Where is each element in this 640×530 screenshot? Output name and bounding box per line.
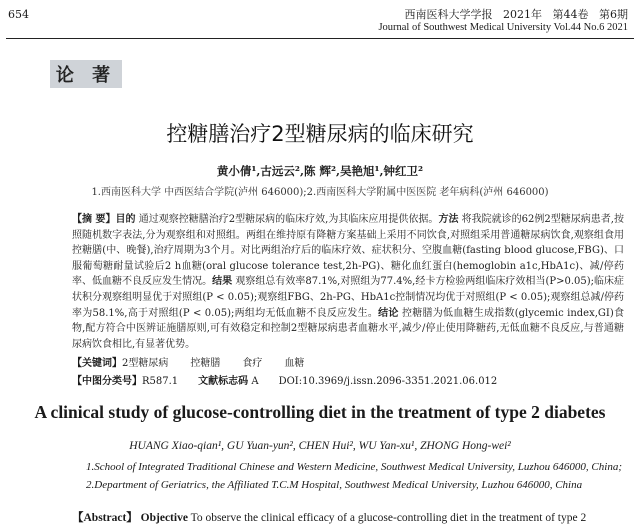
abstract-cn-results-label: 结果 xyxy=(212,276,233,288)
abstract-cn-methods: 将我院就诊的62例2型糖尿病患者,按照随机数字表法,分为观察组和对照组。两组在维持原有降糖方案基础上采用不同饮食,对照组采用普通糖尿病饮食,观察组食用控糖膳(中、晚餐),治疗周期为3个月。对比两组治疗后的临床疗效、症状积分、空腹血糖(fasting blood glucose,FBG)、口服葡萄糖耐量试验后2 h血糖(oral glucose tolerance test,2h-PG)、糖化血红蛋白(hemoglobin a1c,HbA1c)、减/停药率、低血糖不良反应发生情况。 xyxy=(72,214,624,288)
abstract-cn-conclusion: 控糖膳为低血糖生成指数(glycemic index,GI)食物,配方符合中医辨证施膳原则,可有效稳定和控制2型糖尿病患者血糖水平,减少/停止使用降糖药,无低血糖不良反应,与普通糖尿病饮食相比,有显著优势。 xyxy=(72,307,624,350)
title-en: A clinical study of glucose-controlling diet in the treatment of type 2 diabetes xyxy=(34,402,606,422)
journal-cn-line xyxy=(378,8,628,21)
header-rule xyxy=(6,38,634,39)
page-number: 654 xyxy=(8,8,29,21)
journal-name-en: Journal of Southwest Medical University Vol.44 No.6 2021 xyxy=(378,22,628,33)
abstract-cn-objective: 通过观察控糖膳治疗2型糖尿病的临床疗效,为其临床应用提供依据。 xyxy=(135,214,439,225)
classification xyxy=(72,372,497,387)
keywords xyxy=(72,354,304,369)
section-tag: 论 著 xyxy=(50,60,122,88)
abstract-cn xyxy=(72,212,624,352)
doi: DOI:10.3969/j.issn.2096-3351.2021.06.012 xyxy=(278,376,498,387)
keyword-item: 食疗 xyxy=(242,358,263,369)
abstract-en xyxy=(72,509,632,525)
classification-label: 【中图分类号】 xyxy=(72,376,142,387)
abstract-en-label: 【Abstract】 Objective xyxy=(72,512,188,524)
abstract-cn-label: 【摘 要】目的 xyxy=(72,214,136,225)
title-cn: 控糖膳治疗2型糖尿病的临床研究 xyxy=(166,122,474,146)
abstract-cn-results: 观察组总有效率87.1%,对照组为77.4%,经卡方检验两组临床疗效相当(P>0.05);临床症状积分观察组明显优于对照组(P < 0.05);观察组FBG、2h-PG、HbA1c控制情况均优于对照组(P < 0.05);观察组总减/停药率为58.1%,高于对照组(P < 0.05);两组均无低血糖不良反应发生。 xyxy=(72,276,625,319)
authors-cn: 黄小倩¹,古远云²,陈 辉²,吴艳旭¹,钟红卫² xyxy=(216,164,424,178)
abstract-cn-methods-label: 方法 xyxy=(438,214,459,225)
abstract-en-text: To observe the clinical efficacy of a glucose-controlling diet in the treatment of type 2 xyxy=(187,512,587,524)
affiliation-cn: 1.西南医科大学 中西医结合学院(泸州 646000);2.西南医科大学附属中医医院 老年病科(泸州 646000) xyxy=(91,187,549,198)
classification-value: R587.1 xyxy=(142,376,179,387)
keyword-item: 控糖膳 xyxy=(190,358,221,369)
doc-code: A xyxy=(251,376,259,387)
keyword-item: 血糖 xyxy=(284,358,305,369)
abstract-cn-conclusion-label: 结论 xyxy=(378,307,399,319)
keywords-label: 【关键词】 xyxy=(72,358,122,369)
journal-name-cn: 西南医科大学学报 xyxy=(404,8,493,21)
running-header xyxy=(378,8,628,34)
doc-code-label: 文献标志码 xyxy=(198,376,249,387)
journal-year: 2021年 xyxy=(503,8,542,21)
keyword-item: 2型糖尿病 xyxy=(122,358,169,369)
authors-en: HUANG Xiao-qian¹, GU Yuan-yun², CHEN Hui², WU Yan-xu¹, ZHONG Hong-wei² xyxy=(129,440,511,452)
affiliation-en: 1.School of Integrated Traditional Chinese and Western Medicine, Southwest Medical University, Luzhou 646000, China; 2.Department of Geriatrics, the Affiliated T.C.M Hospital, Southwest Medical University, Luzhou 646000, China xyxy=(86,461,622,491)
journal-issue: 第6期 xyxy=(599,8,628,21)
journal-volume: 第44卷 xyxy=(552,8,589,21)
